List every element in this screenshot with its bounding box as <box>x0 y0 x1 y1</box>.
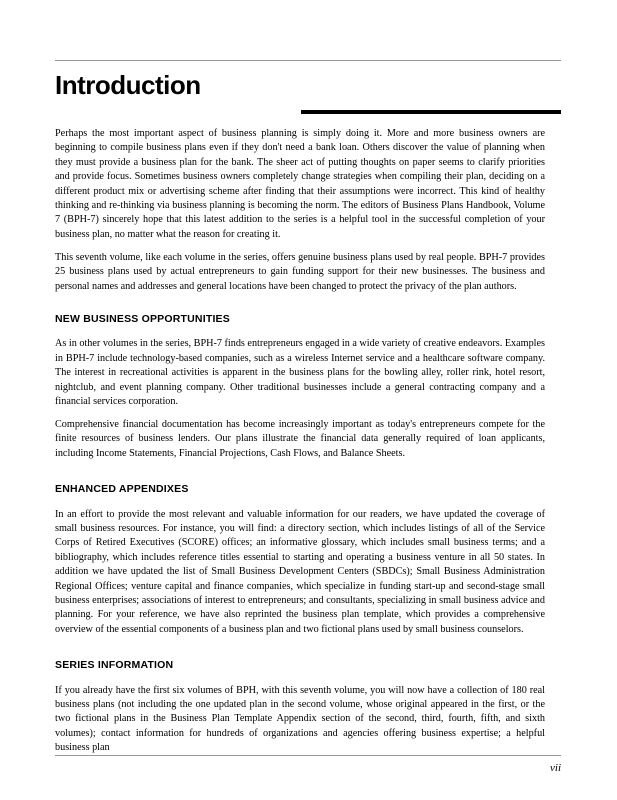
page-number: vii <box>550 762 561 774</box>
paragraph-financial-documentation: Comprehensive financial documentation has become increasingly important as today's entrepreneurs compete for the finite resources of business lenders. Our plans illustrate the financial data generally required of loan applicants, including Income Statements, Financial Projections, Cash Flows, and Balance Sheets. <box>55 418 545 459</box>
paragraph-series-collection: If you already have the first six volumes of BPH, with this seventh volume, you will now have a collection of 180 real business plans (not including the one updated plan in the second volume, whose original appeared in the first, or the two fictional plans in the Business Plan Template Appendix section of the second, third, fourth, fifth, and sixth volumes); contact information for hundreds of organizations and agencies offering business expertise; a helpful business plan <box>55 684 545 754</box>
paragraph-intro: Perhaps the most important aspect of business planning is simply doing it. More and more business owners are beginning to compile business plans even if they don't need a bank loan. Others discover the value of planning when they must provide a business plan for the bank. The sheer act of putting thoughts on paper seems to clarify priorities and provide focus. Sometimes business owners completely change strategies when compiling their plan, deciding on a different product mix or advertising scheme after finding that their assumptions were incorrect. This kind of healthy thinking and re-thinking via business planning is becoming the norm. The editors of Business Plans Handbook, Volume 7 (BPH-7) sincerely hope that this latest addition to the series is a helpful tool in the successful completion of your business plan, no matter what the reason for creating it. <box>55 128 545 240</box>
title-underline-bar <box>301 110 561 114</box>
bottom-rule <box>55 755 561 756</box>
section-heading-enhanced-appendixes: ENHANCED APPENDIXES <box>55 483 189 496</box>
paragraph-seventh-volume: This seventh volume, like each volume in the series, offers genuine business plans used by real people. BPH-7 provides 25 business plans used by actual entrepreneurs to gain funding support for their new businesses. The business and personal names and addresses and general locations have been changed to protect the privacy of the plan authors. <box>55 251 545 292</box>
paragraph-creative-endeavors: As in other volumes in the series, BPH-7 finds entrepreneurs engaged in a wide variety of creative endeavors. Examples in BPH-7 include technology-based companies, such as a wireless Internet service and a healthcare software company. The interest in recreational activities is apparent in the business plans for the bowling alley, roller rink, hotel resort, nightclub, and event planning company. Other traditional businesses include a general contracting company and a financial services corporation. <box>55 338 545 407</box>
paragraph-small-business-resources: In an effort to provide the most relevant and valuable information for our readers, we have updated the coverage of small business resources. For instance, you will find: a directory section, which includes listings of all of the Service Corps of Retired Executives (SCORE) offices; an informative glossary, which includes small business terms; and a bibliography, which includes reference titles essential to starting and operating a business venture in all 50 states. In addition we have updated the list of Small Business Development Centers (SBDCs); Small Business Administration Regional Offices; venture capital and finance companies, which specialize in funding start-up and second-stage small business enterprises; associations of interest to entrepreneurs; and consultants, specializing in small business advice and planning. For your reference, we have also reprinted the business plan template, which provides a comprehensive overview of the essential components of a business plan and two fictional plans used by small business counselors. <box>55 508 545 635</box>
section-heading-new-business: NEW BUSINESS OPPORTUNITIES <box>55 312 230 325</box>
body-text <box>55 127 545 764</box>
page-title: Introduction <box>55 70 201 100</box>
top-rule <box>55 60 561 61</box>
section-heading-series-information: SERIES INFORMATION <box>55 659 174 672</box>
